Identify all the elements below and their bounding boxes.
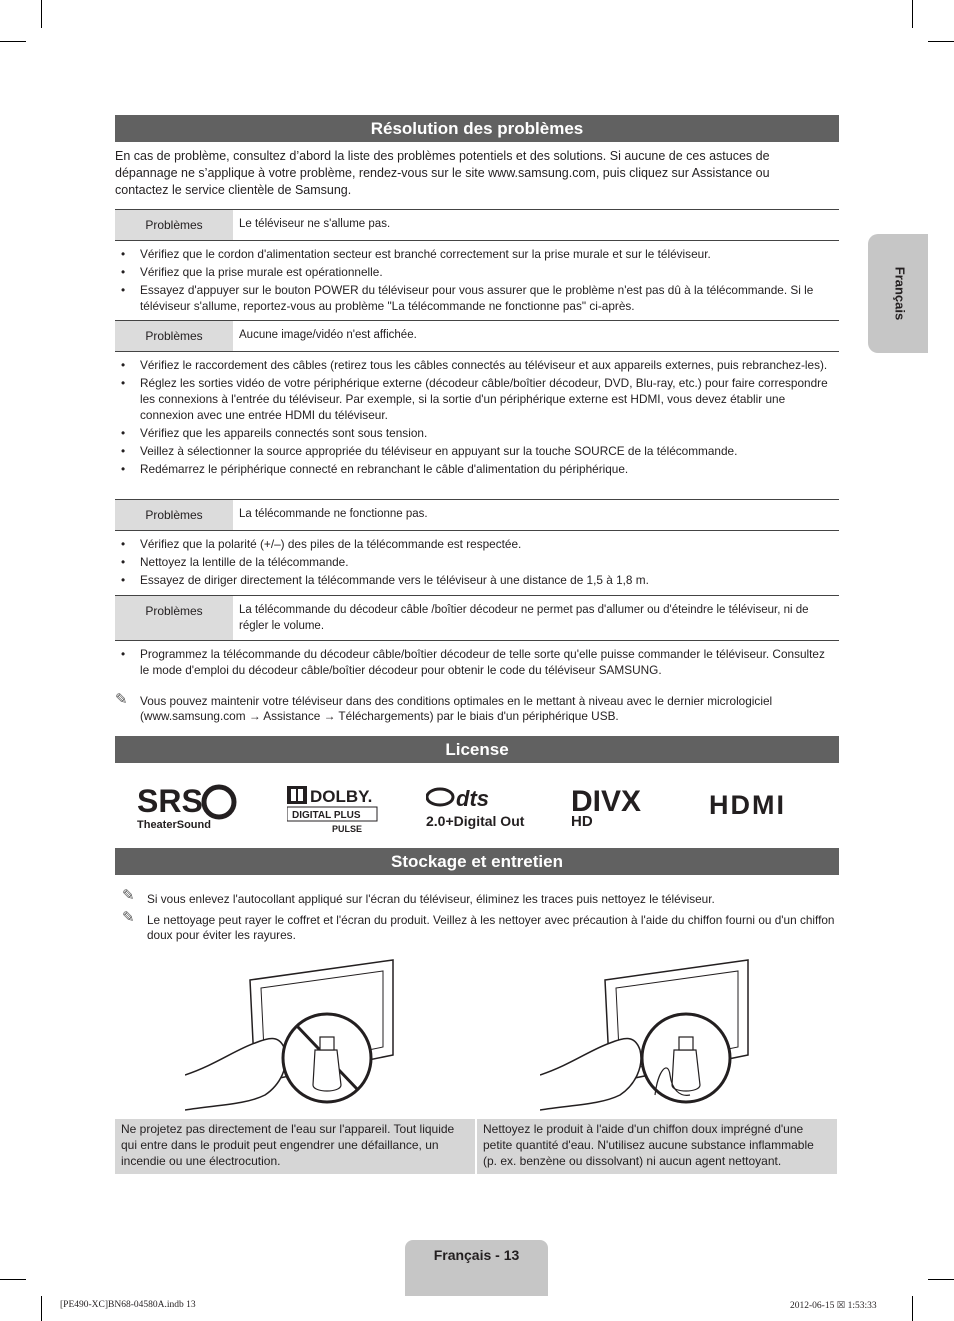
list-item: • Essayez d'appuyer sur le bouton POWER du téléviseur pour vous assurer que le problème n'est pas dû à la télécommande. Si le téléviseur s'allume, reportez-vous au problème "La télécommande ne fonctionne pas" ci-après. (115, 282, 837, 314)
care-note: Si vous enlevez l'autocollant appliqué sur l'écran du téléviseur, éliminez les traces puis nettoyez le téléviseur. (147, 892, 715, 906)
srs-logo (137, 784, 242, 837)
hand-icon (185, 1039, 286, 1110)
dolby-logo-text: DOLBY. (310, 787, 373, 806)
spray-bottle-icon (313, 1050, 341, 1091)
cloth-spray-drawing (540, 955, 750, 1115)
cloth-spray-illustration (540, 955, 750, 1120)
dolby-d-left (291, 789, 296, 801)
hdmi-logo-text: HDMI (709, 790, 786, 820)
divx-logo-graphic (571, 786, 675, 828)
solution-list (115, 646, 837, 680)
srs-logo-subtitle: TheaterSound (137, 819, 211, 831)
problem-text: La télécommande ne fonctionne pas. (239, 508, 428, 520)
list-item: • Nettoyez la lentille de la télécommande. (115, 554, 837, 570)
problem-text: La télécommande du décodeur câble /boîtier décodeur ne permet pas d'allumer ou d'éteindre le téléviseur, ni de régler le volume. (239, 604, 809, 632)
dts-logo-subtitle: 2.0+Digital Out (426, 813, 525, 829)
srs-logo-graphic (137, 784, 242, 832)
dolby-logo (287, 786, 379, 841)
list-item: • Redémarrez le périphérique connecté en rebranchant le câble d'alimentation du périphérique. (115, 461, 837, 477)
footer-timestamp: 2012-06-15 ☒ 1:53:33 (790, 1301, 877, 1311)
crop-mark (0, 41, 26, 42)
dolby-d-right (298, 789, 303, 801)
list-item: • Réglez les sorties vidéo de votre périphérique externe (décodeur câble/boîtier décodeur, DVD, Blu-ray, etc.) pour faire correspondre les connexions à l'entrée du téléviseur. Par exemple, si la sortie d'un périphérique externe est HDMI, vous devez établir une connexion avec une entrée HDMI du téléviseur. (115, 375, 837, 423)
dolby-pulse: PULSE (332, 824, 363, 834)
caption-no-spray: Ne projetez pas directement de l'eau sur l'appareil. Tout liquide qui entre dans le produit peut engendrer une défaillance, un incendie ou une électrocution. (115, 1119, 475, 1174)
dolby-digital-plus: DIGITAL PLUS (292, 810, 361, 821)
page-number: Français - 13 (405, 1240, 548, 1296)
intro-paragraph: En cas de problème, consultez d’abord la liste des problèmes potentiels et des solutions. Si aucune de ces astuces de dépannage ne s’applique à votre problème, rendez-vous sur le site www.samsung.com, puis cliquez sur Assistance ou contactez le service clientèle de Samsung. (115, 149, 770, 197)
care-note: Le nettoyage peut rayer le coffret et l'écran du produit. Veillez à les nettoyer avec précaution à l'aide du chiffon fourni ou d'un chiffon doux pour éviter les rayures. (147, 913, 835, 942)
side-tab-label: Français (892, 266, 908, 321)
hdmi-logo (709, 790, 823, 825)
problem-row (115, 320, 839, 352)
problem-row (115, 595, 839, 641)
hand-icon (540, 1039, 641, 1110)
problem-label: Problèmes (115, 210, 233, 240)
crop-mark (928, 41, 954, 42)
dolby-double-d-icon (287, 786, 307, 804)
dts-logo-text: dts (456, 786, 489, 811)
crop-mark (41, 0, 42, 28)
footer-file-info: [PE490-XC]BN68-04580A.indb 13 (60, 1300, 196, 1310)
spray-nozzle (679, 1037, 693, 1050)
firmware-note: Vous pouvez maintenir votre téléviseur dans des conditions optimales en le mettant à niveau avec le dernier micrologiciel (www.samsung.com → Assistance → Téléchargements) par le biais d'un périphérique USB. (140, 694, 773, 723)
problem-label: Problèmes (115, 321, 233, 351)
list-item: • Programmez la télécommande du décodeur câble/boîtier décodeur de telle sorte qu'elle puisse commander le téléviseur. Consultez le mode d'emploi du décodeur câble/boîtier décodeur pour obtenir le code du téléviseur SAMSUNG. (115, 646, 837, 678)
divx-logo-text: DIVX (571, 786, 642, 818)
solution-list (115, 357, 837, 479)
divx-logo (571, 786, 675, 833)
section-title-troubleshooting: Résolution des problèmes (115, 115, 839, 142)
list-item: • Vérifiez que la prise murale est opérationnelle. (115, 264, 837, 280)
problem-row (115, 209, 839, 241)
problem-text: Le téléviseur ne s'allume pas. (239, 218, 391, 230)
srs-logo-text: SRS (137, 784, 203, 819)
section-title-care: Stockage et entretien (115, 848, 839, 875)
dts-disc-icon (427, 789, 453, 805)
spray-nozzle (320, 1037, 334, 1050)
dts-logo-graphic (426, 786, 530, 830)
caption-cloth: Nettoyez le produit à l'aide d'un chiffon doux imprégné d'une petite quantité d'eau. N'utilisez aucune substance inflammable (p. ex. benzène ou dissolvant) ni aucun agent nettoyant. (477, 1119, 837, 1174)
crop-mark (912, 0, 913, 28)
solution-list (115, 536, 837, 590)
solution-list (115, 246, 837, 316)
crop-mark (912, 1296, 913, 1321)
crop-mark (41, 1296, 42, 1321)
list-item: • Vérifiez que le cordon d'alimentation secteur est branché correctement sur la prise murale et sur le téléviseur. (115, 246, 837, 262)
note-pencil-icon: ✎ (122, 909, 135, 926)
list-item: • Essayez de diriger directement la télécommande vers le téléviseur à une distance de 1,5 à 1,8 m. (115, 572, 837, 588)
crop-mark (928, 1279, 954, 1280)
problem-label: Problèmes (115, 596, 233, 640)
note-pencil-icon: ✎ (122, 887, 135, 904)
no-spray-illustration (185, 955, 395, 1120)
language-side-tab (868, 234, 928, 353)
problem-label: Problèmes (115, 500, 233, 530)
crop-mark (0, 1279, 26, 1280)
hdmi-logo-graphic (709, 790, 823, 820)
dts-logo (426, 786, 530, 835)
section-title-license: License (115, 736, 839, 763)
note-pencil-icon: ✎ (115, 691, 128, 708)
no-spray-drawing (185, 955, 395, 1115)
list-item: • Vérifiez le raccordement des câbles (retirez tous les câbles connectés au téléviseur et aux appareils externes, puis rebranchez-les). (115, 357, 837, 373)
problem-row (115, 499, 839, 531)
spray-bottle-icon (672, 1050, 700, 1091)
dolby-logo-graphic (287, 786, 379, 836)
problem-text: Aucune image/vidéo n'est affichée. (239, 329, 417, 341)
divx-hd-text: HD (571, 813, 593, 828)
list-item: • Veillez à sélectionner la source appropriée du téléviseur en appuyant sur la touche SOURCE de la télécommande. (115, 443, 837, 459)
srs-circle-icon (204, 787, 234, 817)
list-item: • Vérifiez que les appareils connectés sont sous tension. (115, 425, 837, 441)
list-item: • Vérifiez que la polarité (+/–) des piles de la télécommande est respectée. (115, 536, 837, 552)
